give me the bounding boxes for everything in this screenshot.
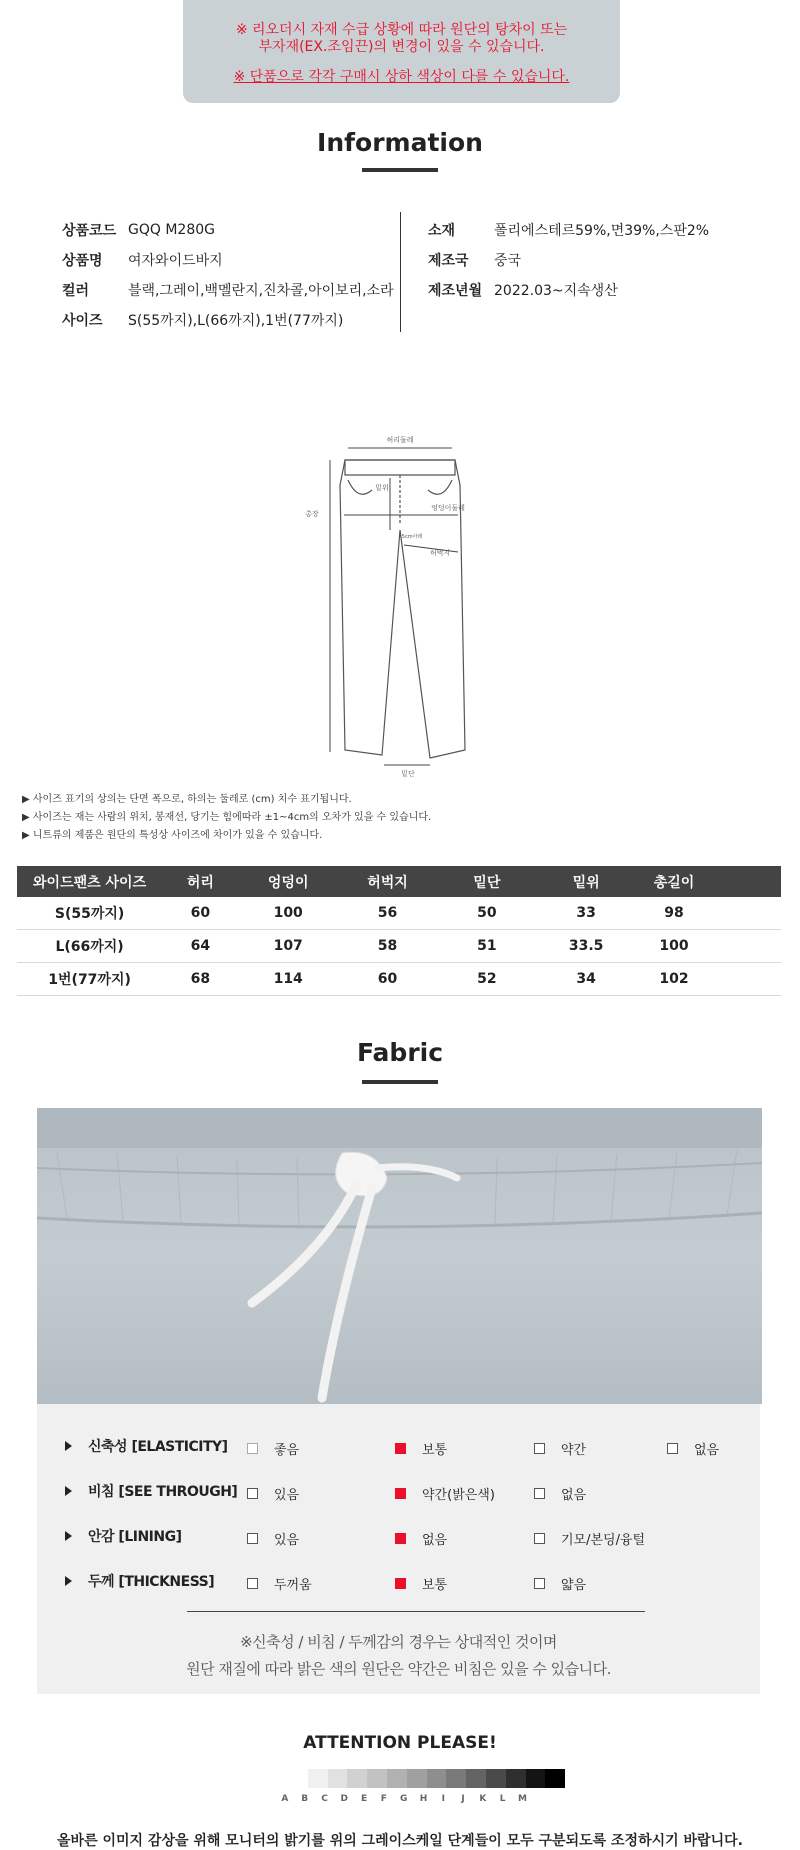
fabric-option-label: 약간(밝은색) xyxy=(422,1488,495,1503)
size-col-header-blank xyxy=(712,866,781,897)
fabric-row-see-through xyxy=(65,1479,237,1503)
fabric-option xyxy=(247,1574,312,1593)
info-divider xyxy=(400,212,401,332)
grayscale-swatch xyxy=(367,1769,387,1788)
fabric-closeup-photo xyxy=(37,1108,762,1404)
checkbox-icon xyxy=(534,1443,545,1454)
fabric-row-label: 비침 [SEE THROUGH] xyxy=(88,1484,238,1500)
fabric-row-label: 신축성 [ELASTICITY] xyxy=(88,1439,228,1455)
grayscale-letter: I xyxy=(441,1794,445,1804)
notice-line-3: ※ 단품으로 각각 구매시 상하 색상이 다를 수 있습니다. xyxy=(233,69,570,85)
checkbox-icon xyxy=(534,1488,545,1499)
info-value: 폴리에스테르59%,면39%,스판2% xyxy=(494,223,710,239)
table-cell: 64 xyxy=(162,930,238,963)
table-cell xyxy=(712,897,781,930)
info-key: 상품명 xyxy=(62,253,103,269)
checkbox-icon xyxy=(667,1443,678,1454)
fabric-properties-panel xyxy=(37,1404,760,1694)
table-cell: S(55까지) xyxy=(17,897,162,930)
table-cell: 58 xyxy=(338,930,437,963)
table-cell: 60 xyxy=(162,897,238,930)
fabric-option xyxy=(247,1484,299,1503)
grayscale-labels xyxy=(275,1794,532,1804)
fabric-option-selected xyxy=(395,1484,495,1503)
panel-divider xyxy=(187,1611,645,1612)
checkbox-checked-icon xyxy=(395,1533,406,1544)
table-cell: 102 xyxy=(636,963,712,996)
grayscale-letter: K xyxy=(479,1794,487,1804)
table-cell xyxy=(712,930,781,963)
checkbox-icon xyxy=(247,1443,258,1454)
table-cell: 33.5 xyxy=(536,930,635,963)
info-row-name xyxy=(62,245,394,275)
size-note: ▶ 사이즈는 재는 사람의 위치, 봉재선, 당기는 힘에따라 ±1~4cm의 오차가 있을 수 있습니다. xyxy=(22,812,432,823)
size-note: ▶ 사이즈 표기의 상의는 단면 폭으로, 하의는 둘레로 (cm) 치수 표기됩니다. xyxy=(22,794,352,805)
info-right-column xyxy=(428,215,709,305)
info-row-date xyxy=(428,275,709,305)
checkbox-checked-icon xyxy=(395,1578,406,1589)
attention-title: ATTENTION PLEASE! xyxy=(303,1733,497,1753)
fabric-title: Fabric xyxy=(356,1038,444,1067)
info-key: 제조년월 xyxy=(428,283,483,299)
info-key: 소재 xyxy=(428,223,456,239)
table-cell: 68 xyxy=(162,963,238,996)
grayscale-letter: M xyxy=(517,1794,527,1804)
fabric-option-label: 약간 xyxy=(561,1443,587,1458)
size-notes xyxy=(22,791,431,845)
checkbox-icon xyxy=(247,1533,258,1544)
notice-line-2: 부자재(EX.조임끈)의 변경이 있을 수 있습니다. xyxy=(258,39,545,55)
table-cell: 52 xyxy=(437,963,536,996)
fabric-option-label: 있음 xyxy=(274,1533,300,1548)
table-cell: 51 xyxy=(437,930,536,963)
info-value: 2022.03~지속생산 xyxy=(494,283,618,299)
fabric-option-label: 보통 xyxy=(422,1443,448,1458)
grayscale-swatch xyxy=(347,1769,367,1788)
info-value: S(55까지),L(66까지),1번(77까지) xyxy=(128,313,344,329)
size-col-header: 밑위 xyxy=(536,866,635,897)
info-left-column xyxy=(62,215,394,335)
size-table xyxy=(17,866,781,996)
info-key: 제조국 xyxy=(428,253,469,269)
fabric-note-1: ※신축성 / 비침 / 두께감의 경우는 상대적인 것이며 xyxy=(240,1633,557,1651)
fabric-option-label: 없음 xyxy=(422,1533,448,1548)
info-value: GQQ M280G xyxy=(128,222,215,238)
table-row xyxy=(17,930,781,963)
fabric-option xyxy=(534,1439,586,1458)
grayscale-swatch xyxy=(387,1769,407,1788)
grayscale-swatch xyxy=(545,1769,565,1788)
table-cell: 34 xyxy=(536,963,635,996)
table-cell: 56 xyxy=(338,897,437,930)
grayscale-letter: B xyxy=(301,1794,309,1804)
table-row xyxy=(17,897,781,930)
table-cell: 98 xyxy=(636,897,712,930)
grayscale-letter: E xyxy=(361,1794,368,1804)
triangle-right-icon xyxy=(65,1576,72,1586)
checkbox-icon xyxy=(247,1578,258,1589)
rise-label: 밑위 xyxy=(375,484,389,492)
grayscale-swatch xyxy=(526,1769,546,1788)
total-length-label: 총장 xyxy=(305,510,319,518)
fabric-option-label: 얇음 xyxy=(561,1578,587,1593)
grayscale-strip xyxy=(288,1769,565,1788)
thigh-label: 허벅지 xyxy=(429,549,451,557)
fabric-row-thickness xyxy=(65,1569,214,1593)
fabric-row-elasticity xyxy=(65,1434,228,1458)
fabric-title-underline xyxy=(362,1080,438,1084)
grayscale-letter: C xyxy=(321,1794,328,1804)
info-row-code xyxy=(62,215,394,245)
triangle-right-icon xyxy=(65,1486,72,1496)
info-value: 여자와이드바지 xyxy=(128,253,223,269)
fabric-option-label: 두꺼움 xyxy=(274,1578,312,1593)
checkbox-icon xyxy=(247,1488,258,1499)
table-cell: 107 xyxy=(239,930,338,963)
size-col-header: 밑단 xyxy=(437,866,536,897)
size-col-header: 총길이 xyxy=(636,866,712,897)
table-cell: 33 xyxy=(536,897,635,930)
grayscale-swatch xyxy=(308,1769,328,1788)
information-title: Information xyxy=(317,128,483,157)
table-cell: L(66까지) xyxy=(17,930,162,963)
fabric-option-selected xyxy=(395,1574,447,1593)
crotch-note-label: 5cm아래 xyxy=(401,534,423,540)
notice-line-1: ※ 리오더시 자재 수급 상황에 따라 원단의 탕차이 또는 xyxy=(235,22,568,38)
reorder-notice xyxy=(183,0,620,103)
info-value: 블랙,그레이,백멜란지,진차콜,아이보리,소라 xyxy=(128,283,394,299)
pants-measurement-diagram xyxy=(300,430,500,780)
info-key: 사이즈 xyxy=(62,313,103,329)
fabric-option xyxy=(667,1439,719,1458)
fabric-note-2: 원단 재질에 따라 밝은 색의 원단은 약간은 비침은 있을 수 있습니다. xyxy=(186,1660,611,1678)
fabric-option-label: 보통 xyxy=(422,1578,448,1593)
information-title-underline xyxy=(362,168,438,172)
grayscale-swatch xyxy=(446,1769,466,1788)
grayscale-swatch xyxy=(427,1769,447,1788)
grayscale-letter: F xyxy=(380,1794,387,1804)
fabric-option-selected xyxy=(395,1529,447,1548)
fabric-option-label: 기모/본딩/융털 xyxy=(561,1533,646,1548)
info-value: 중국 xyxy=(494,253,522,269)
table-cell xyxy=(712,963,781,996)
grayscale-swatch xyxy=(506,1769,526,1788)
fabric-option xyxy=(534,1529,645,1548)
checkbox-checked-icon xyxy=(395,1443,406,1454)
checkbox-checked-icon xyxy=(395,1488,406,1499)
checkbox-icon xyxy=(534,1578,545,1589)
fabric-row-label: 안감 [LINING] xyxy=(88,1529,182,1545)
fabric-option xyxy=(534,1574,586,1593)
fabric-option xyxy=(247,1529,299,1548)
size-table-header xyxy=(17,866,781,897)
table-cell: 60 xyxy=(338,963,437,996)
fabric-row-lining xyxy=(65,1524,181,1548)
size-col-header: 허벅지 xyxy=(338,866,437,897)
fabric-option xyxy=(247,1439,299,1458)
info-key: 상품코드 xyxy=(62,223,117,239)
grayscale-swatch xyxy=(466,1769,486,1788)
fabric-option-label: 없음 xyxy=(694,1443,720,1458)
hip-label: 엉덩이둘레 xyxy=(431,504,465,512)
table-cell: 114 xyxy=(239,963,338,996)
fabric-option xyxy=(534,1484,586,1503)
grayscale-swatch xyxy=(407,1769,427,1788)
info-row-size xyxy=(62,305,394,335)
info-key: 컬러 xyxy=(62,283,90,299)
size-col-header: 엉덩이 xyxy=(239,866,338,897)
fabric-row-label: 두께 [THICKNESS] xyxy=(88,1574,215,1590)
checkbox-icon xyxy=(534,1533,545,1544)
size-col-header: 와이드팬츠 사이즈 xyxy=(17,866,162,897)
grayscale-swatch xyxy=(486,1769,506,1788)
hem-label: 밑단 xyxy=(401,770,415,778)
monitor-brightness-note: 올바른 이미지 감상을 위해 모니터의 밝기를 위의 그레이스케일 단계들이 모두 구분되도록 조정하시기 바랍니다. xyxy=(57,1833,743,1849)
fabric-option-label: 좋음 xyxy=(274,1443,300,1458)
grayscale-letter: G xyxy=(399,1794,408,1804)
fabric-option-label: 없음 xyxy=(561,1488,587,1503)
grayscale-letter: L xyxy=(499,1794,506,1804)
triangle-right-icon xyxy=(65,1531,72,1541)
table-cell: 1번(77까지) xyxy=(17,963,162,996)
grayscale-letter: J xyxy=(461,1794,465,1804)
info-row-material xyxy=(428,215,709,245)
size-note: ▶ 니트류의 제품은 원단의 특성상 사이즈에 차이가 있을 수 있습니다. xyxy=(22,830,323,841)
grayscale-letter: D xyxy=(340,1794,349,1804)
grayscale-letter: H xyxy=(419,1794,428,1804)
table-cell: 100 xyxy=(636,930,712,963)
table-cell: 100 xyxy=(239,897,338,930)
table-row xyxy=(17,963,781,996)
grayscale-swatch xyxy=(288,1769,308,1788)
grayscale-letter: A xyxy=(281,1794,289,1804)
size-col-header: 허리 xyxy=(162,866,238,897)
fabric-option-label: 있음 xyxy=(274,1488,300,1503)
triangle-right-icon xyxy=(65,1441,72,1451)
grayscale-swatch xyxy=(328,1769,348,1788)
fabric-option-selected xyxy=(395,1439,447,1458)
table-cell: 50 xyxy=(437,897,536,930)
info-row-origin xyxy=(428,245,709,275)
waist-label: 허리둘레 xyxy=(386,436,414,444)
info-row-color xyxy=(62,275,394,305)
